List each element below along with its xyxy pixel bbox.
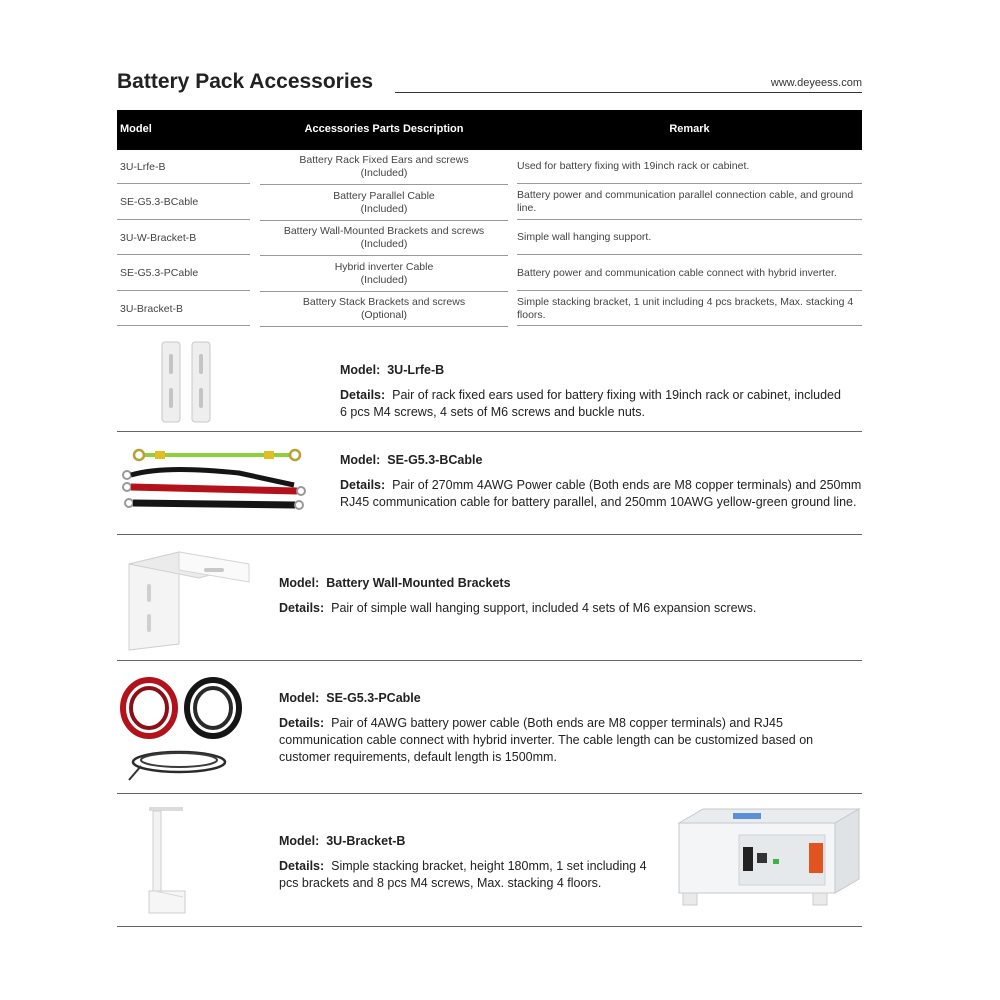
table-row [117,150,862,186]
desc-note: (Included) [360,238,408,250]
cell-model: 3U-Lrfe-B [117,150,250,184]
header-model: Model [120,123,152,135]
cell-description [260,186,508,221]
section-hybrid-cable [117,660,862,794]
cell-description [260,150,508,185]
cell-remark: Battery power and communication parallel connection cable, and ground line. [517,186,862,220]
section-parallel-cable [117,431,862,535]
section-details: Pair of 4AWG battery power cable (Both ends are M8 copper terminals) and RJ45 communication cable connect with hybrid inverter. The cable length can be customized based on customer requirements, default length is 1500mm. [279,716,814,764]
details-label: Details: [340,478,386,492]
cell-model: SE-G5.3-PCable [117,257,250,291]
model-label: Model: [340,363,381,377]
details-label: Details: [340,388,386,402]
details-label: Details: [279,859,325,873]
cell-description [260,292,508,327]
cell-model: SE-G5.3-BCable [117,186,250,220]
section-model: SE-G5.3-BCable [387,453,483,467]
desc-note: (Optional) [360,309,408,321]
cell-model: 3U-Bracket-B [117,292,250,326]
desc-note: (Included) [360,167,408,179]
rack-ears-image [157,340,217,424]
title-rule [395,92,862,93]
table-header [117,110,862,150]
cell-model: 3U-W-Bracket-B [117,221,250,255]
details-label: Details: [279,716,325,730]
cell-remark: Battery power and communication cable connect with hybrid inverter. [517,257,862,291]
website-url[interactable]: www.deyeess.com [770,77,862,89]
section-model: SE-G5.3-PCable [326,691,421,705]
section-text [279,575,849,617]
desc-line: Battery Stack Brackets and screws [302,296,466,308]
section-text [340,452,865,511]
section-text [340,362,845,421]
cell-remark: Simple stacking bracket, 1 unit including 4 pcs brackets, Max. stacking 4 floors. [517,292,862,326]
section-text [279,833,669,892]
cell-description [260,257,508,292]
page-header [117,70,862,96]
section-wall-brackets [117,534,862,661]
section-text [279,690,854,766]
section-model: Battery Wall-Mounted Brackets [326,576,511,590]
details-label: Details: [279,601,325,615]
battery-module-image [673,807,863,911]
header-description: Accessories Parts Description [304,123,464,135]
section-model: 3U-Lrfe-B [387,363,445,377]
desc-line: Battery Parallel Cable [333,189,435,202]
stack-bracket-image [145,805,195,917]
parallel-cable-image [119,445,309,517]
model-label: Model: [279,834,320,848]
table-row [117,257,862,293]
hybrid-cable-image [117,674,247,784]
cell-remark: Used for battery fixing with 19inch rack or cabinet. [517,150,862,184]
section-details: Simple stacking bracket, height 180mm, 1 set including 4 pcs brackets and 8 pcs M4 screws, Max. stacking 4 floors. [279,859,647,890]
desc-note: (Included) [360,273,408,286]
desc-note: (Included) [360,202,408,215]
accessories-table [117,110,862,328]
wall-bracket-image [119,544,259,652]
table-row [117,221,862,257]
section-details: Pair of simple wall hanging support, included 4 sets of M6 expansion screws. [331,601,757,615]
model-label: Model: [340,453,381,467]
table-row [117,186,862,222]
cell-remark: Simple wall hanging support. [517,221,862,255]
page-title: Battery Pack Accessories [117,70,374,93]
header-remark: Remark [669,123,710,135]
section-details: Pair of 270mm 4AWG Power cable (Both ends are M8 copper terminals) and 250mm RJ45 communication cable for battery parallel, and 250mm 10AWG yellow-green ground line. [340,478,862,509]
model-label: Model: [279,576,320,590]
desc-line: Battery Rack Fixed Ears and screws [299,154,469,166]
desc-line: Battery Wall-Mounted Brackets and screws [283,225,485,237]
table-row [117,292,862,328]
model-label: Model: [279,691,320,705]
cell-description [260,221,508,256]
section-details: Pair of rack fixed ears used for battery fixing with 19inch rack or cabinet, included 6 pcs M4 screws, 4 sets of M6 screws and buckle nuts. [340,388,841,419]
section-stack-brackets [117,793,862,927]
section-model: 3U-Bracket-B [326,834,406,848]
desc-line: Hybrid inverter Cable [334,260,434,273]
section-rack-ears [117,336,862,432]
